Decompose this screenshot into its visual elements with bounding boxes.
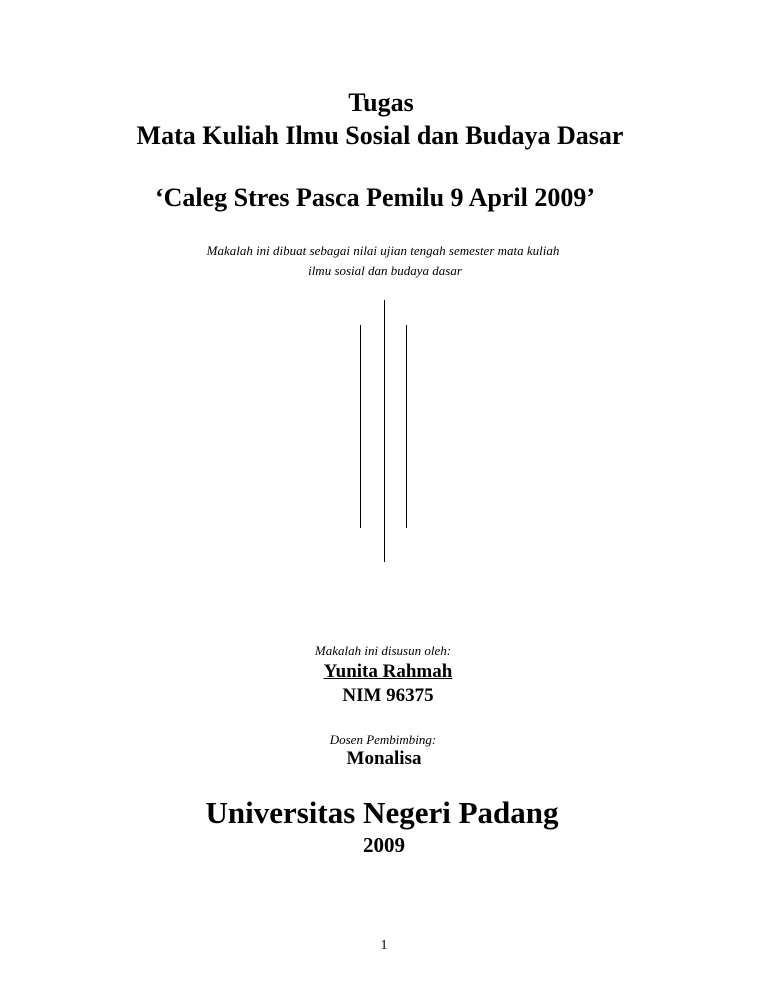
author-label: Makalah ini disusun oleh: <box>314 643 452 658</box>
purpose-line-1: Makalah ini dibuat sebagai nilai ujian tengah semester mata kuliah <box>206 243 560 258</box>
paper-title: ‘Caleg Stres Pasca Pemilu 9 April 2009’ <box>154 183 596 212</box>
decorative-vertical-line-left <box>360 325 361 528</box>
author-name: Yunita Rahmah <box>323 661 453 682</box>
year: 2009 <box>363 833 405 857</box>
assignment-label: Tugas <box>348 88 414 117</box>
decorative-vertical-line-right <box>406 325 407 528</box>
course-title: Mata Kuliah Ilmu Sosial dan Budaya Dasar <box>136 121 624 150</box>
purpose-line-2: ilmu sosial dan budaya dasar <box>308 263 462 278</box>
author-nim: NIM 96375 <box>342 685 434 706</box>
advisor-label: Dosen Pembimbing: <box>329 732 437 747</box>
page-number: 1 <box>380 938 388 953</box>
advisor-name: Monalisa <box>346 748 422 769</box>
decorative-vertical-line-center <box>384 300 385 562</box>
university-name: Universitas Negeri Padang <box>205 795 559 830</box>
